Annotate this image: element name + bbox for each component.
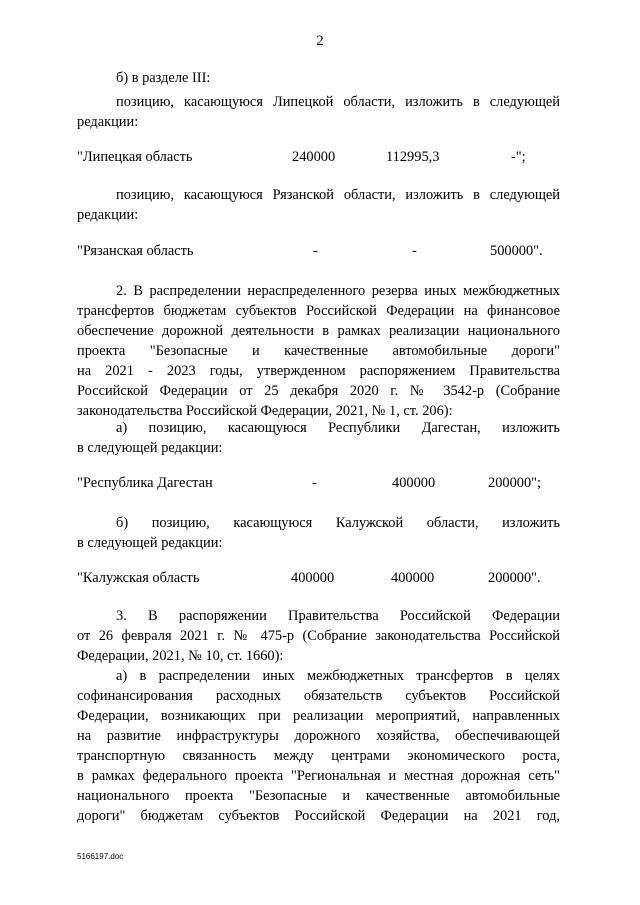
paragraph-2-line: на 2021 - 2023 годы, утвержденном распоряжением Правительства <box>77 363 560 379</box>
region-name: "Липецкая область <box>77 149 193 165</box>
ryazan-intro-cont: редакции: <box>77 207 139 223</box>
paragraph-2-line: Российской Федерации от 25 декабря 2020 г. № 3542-р (Собрание <box>77 383 560 399</box>
paragraph-3a-line: Федерации, возникающих при реализации мероприятий, направленных <box>77 708 560 724</box>
section-b-heading: б) в разделе III: <box>116 70 211 86</box>
value-2: 112995,3 <box>386 149 440 165</box>
paragraph-3-line: Федерации, 2021, № 10, ст. 1660): <box>77 648 284 664</box>
value-3: 500000". <box>490 243 543 259</box>
value-2: 400000 <box>391 570 435 586</box>
paragraph-2-line: обеспечение дорожной деятельности в рамках реализации национального <box>77 323 560 339</box>
kaluga-intro: б) позицию, касающуюся Калужской области, изложить <box>116 515 560 531</box>
value-1: 400000 <box>291 570 335 586</box>
paragraph-3-line: 3. В распоряжении Правительства Российской Федерации <box>116 608 560 624</box>
lipetsk-intro: позицию, касающуюся Липецкой области, изложить в следующей <box>116 94 560 110</box>
paragraph-2-line: трансфертов бюджетам субъектов Российской Федерации на финансовое <box>77 303 560 319</box>
document-filename: 5166197.doc <box>77 852 124 861</box>
value-1: - <box>313 243 318 259</box>
lipetsk-intro-cont: редакции: <box>77 114 139 130</box>
region-name: "Рязанская область <box>77 243 194 259</box>
value-3: 200000"; <box>488 475 542 491</box>
region-name: "Калужская область <box>77 570 200 586</box>
page-number: 2 <box>316 33 324 49</box>
value-1: 240000 <box>292 149 336 165</box>
paragraph-2-line: 2. В распределении нераспределенного резерва иных межбюджетных <box>116 283 560 299</box>
paragraph-3a-line: софинансирования расходных обязательств субъектов Российской <box>77 688 560 704</box>
region-name: "Республика Дагестан <box>77 475 213 491</box>
value-2: - <box>412 243 417 259</box>
dagestan-intro: а) позицию, касающуюся Республики Дагестан, изложить <box>116 420 560 436</box>
paragraph-2-line: проекта "Безопасные и качественные автомобильные дороги" <box>77 343 560 359</box>
paragraph-2-line: законодательства Российской Федерации, 2021, № 1, ст. 206): <box>77 403 453 419</box>
dagestan-intro-cont: в следующей редакции: <box>77 440 223 456</box>
paragraph-3a-line: в рамках федерального проекта "Региональная и местная дорожная сеть" <box>77 768 560 784</box>
value-3: -"; <box>511 149 526 165</box>
ryazan-intro: позицию, касающуюся Рязанской области, изложить в следующей <box>116 187 560 203</box>
paragraph-3a-line: транспортную связанность между центрами экономического роста, <box>77 748 560 764</box>
value-3: 200000". <box>488 570 541 586</box>
paragraph-3a-line: а) в распределении иных межбюджетных трансфертов в целях <box>116 668 560 684</box>
value-1: - <box>312 475 317 491</box>
paragraph-3a-line: дороги" бюджетам субъектов Российской Федерации на 2021 год, <box>77 808 560 824</box>
paragraph-3-line: от 26 февраля 2021 г. № 475-р (Собрание законодательства Российской <box>77 628 560 644</box>
paragraph-3a-line: на развитие инфраструктуры дорожного хозяйства, обеспечивающей <box>77 728 560 744</box>
value-2: 400000 <box>392 475 436 491</box>
kaluga-intro-cont: в следующей редакции: <box>77 535 223 551</box>
paragraph-3a-line: национального проекта "Безопасные и качественные автомобильные <box>77 788 560 804</box>
